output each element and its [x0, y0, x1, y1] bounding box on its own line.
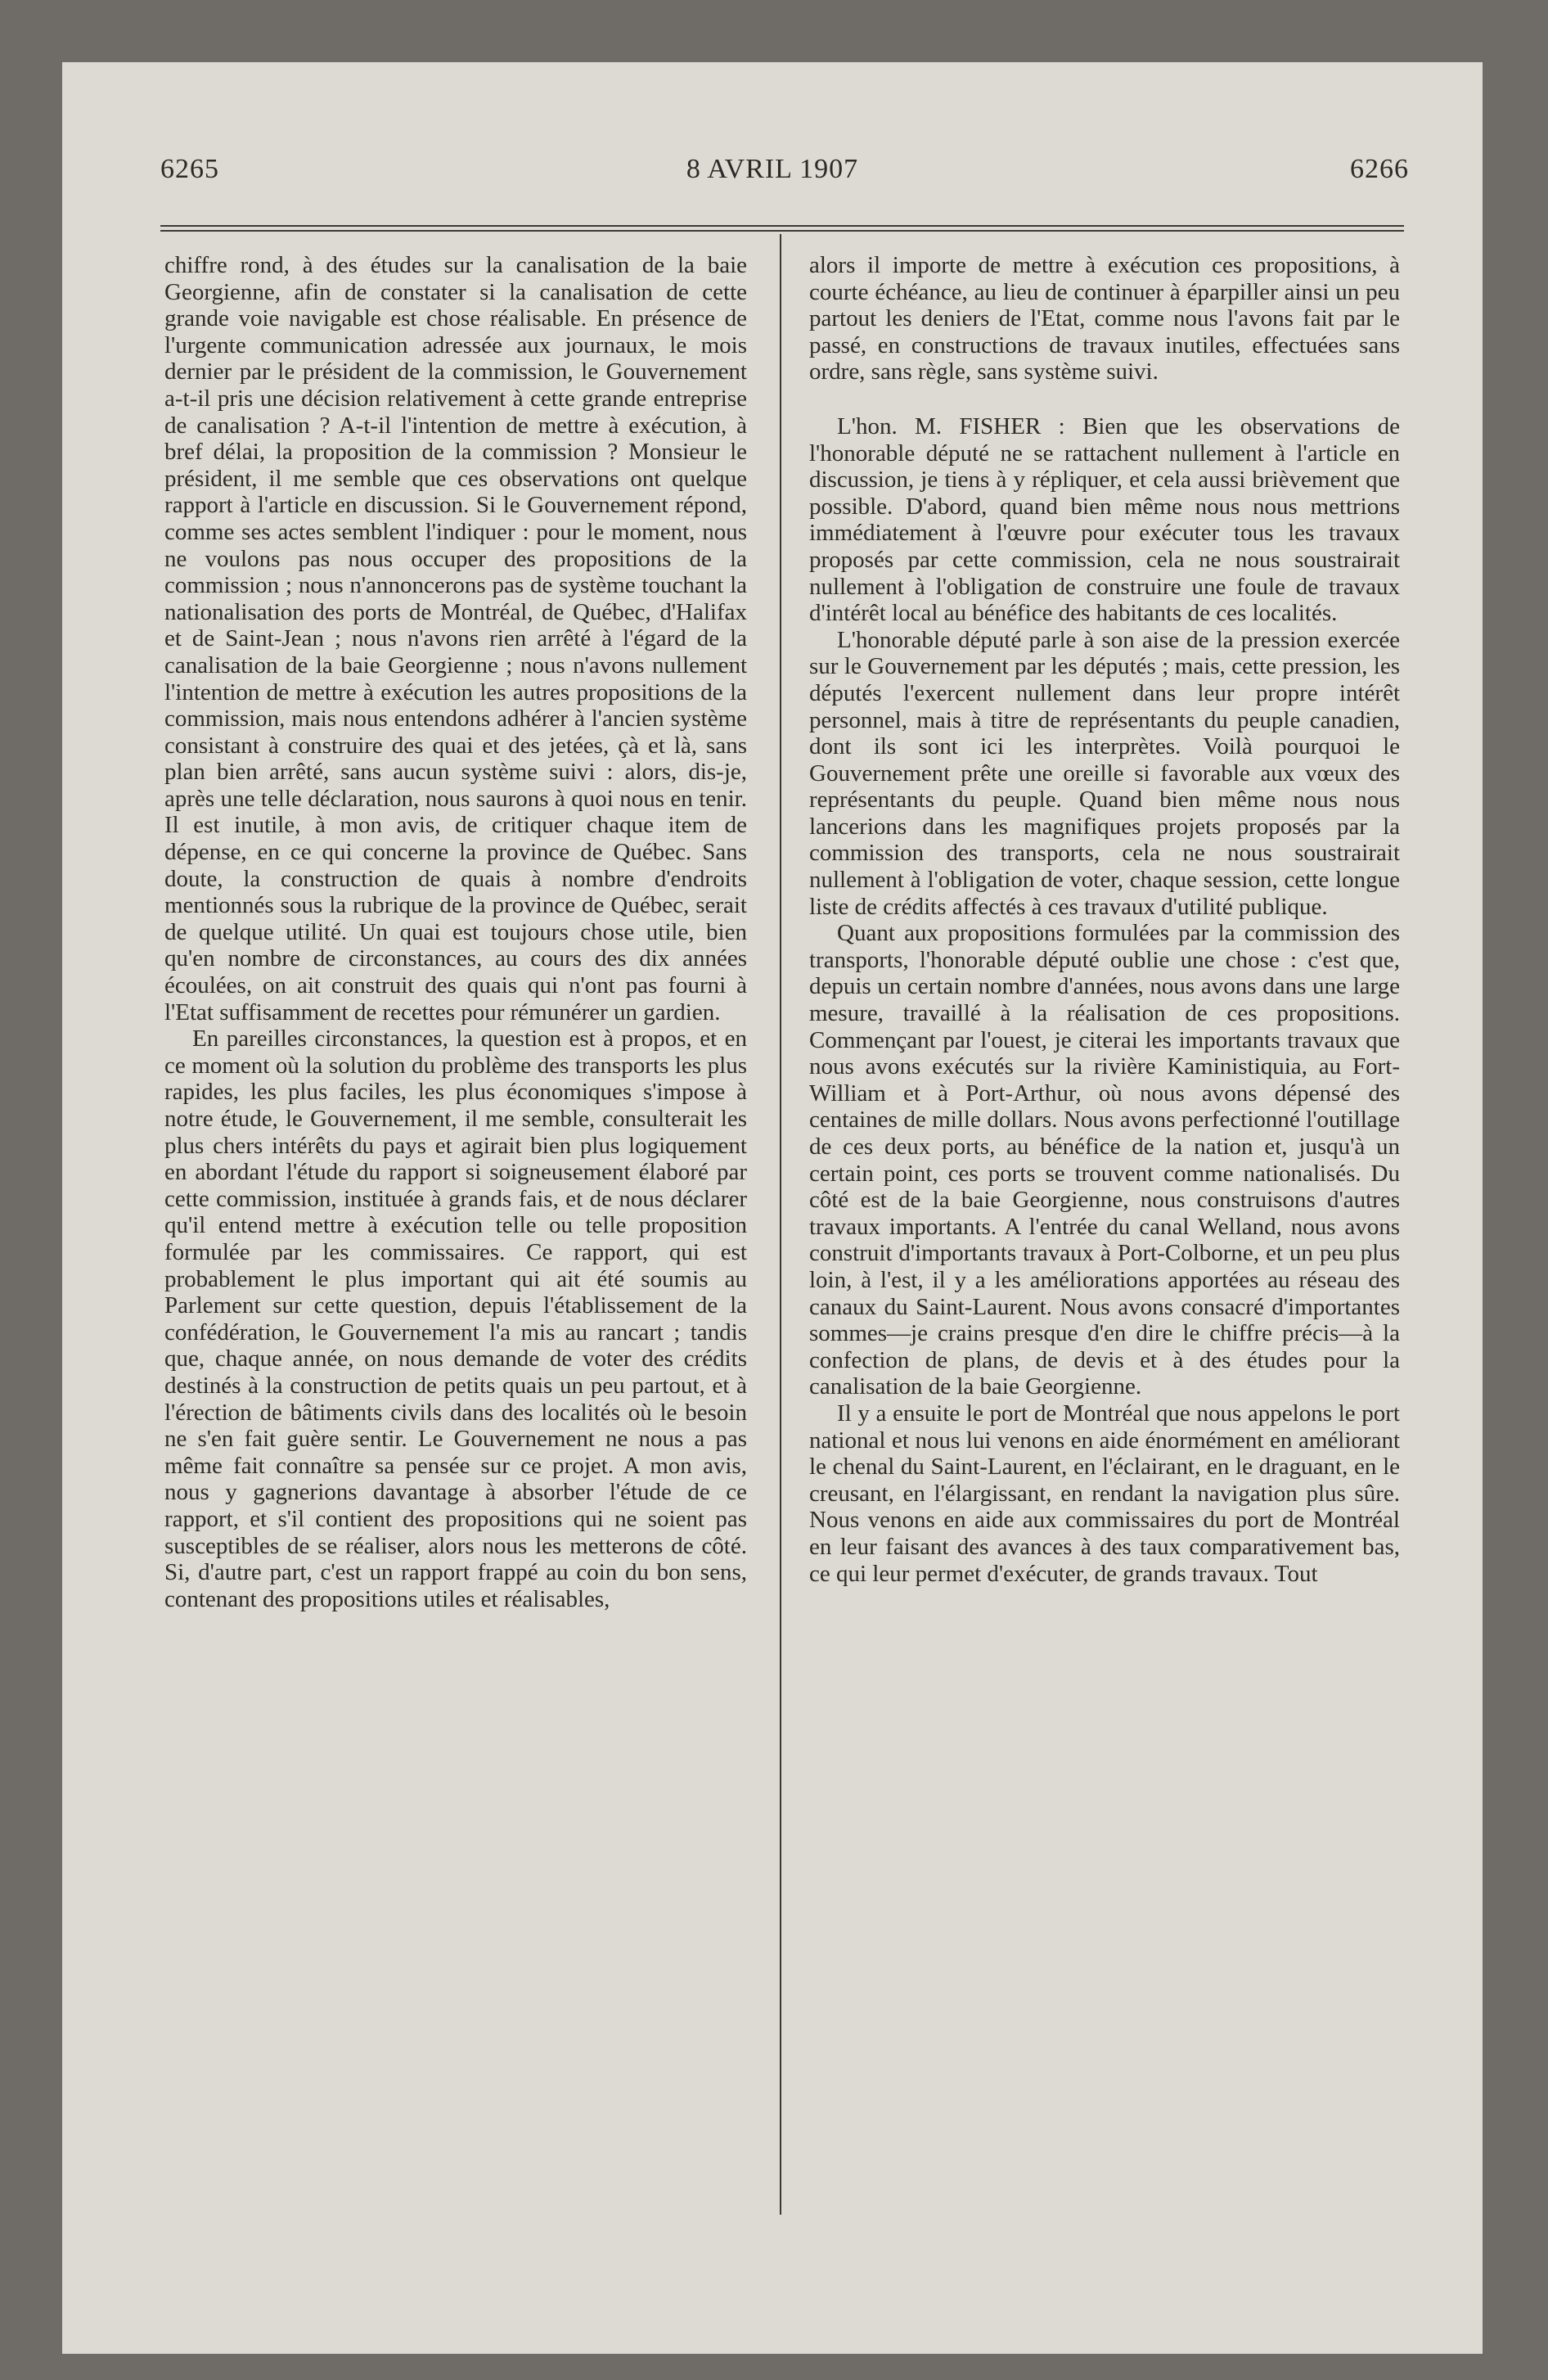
left-column — [164, 252, 747, 1612]
left-paragraph-1: chiffre rond, à des études sur la canalisation de la baie Georgienne, afin de constater si la canalisation de cette grande voie navigable est chose réalisable. En présence de l'urgente communication adressée aux journaux, le mois dernier par le président de la commission, le Gouvernement a-t-il pris une décision relativement à cette grande entreprise de canalisation ? A-t-il l'intention de mettre à exécution, à bref délai, la proposition de la commission ? Monsieur le président, il me semble que ces observations ont quelque rapport à l'article en discussion. Si le Gouvernement répond, comme ses actes semblent l'indiquer : pour le moment, nous ne voulons pas nous occuper des propositions de la commission ; nous n'annoncerons pas de système touchant la nationalisation des ports de Montréal, de Québec, d'Halifax et de Saint-Jean ; nous n'avons rien arrêté à l'égard de la canalisation de la baie Georgienne ; nous n'avons nullement l'intention de mettre à exécution les autres propositions de la commission, mais nous entendons adhérer à l'ancien système consistant à construire des quai et des jetées, çà et là, sans plan bien arrêté, sans aucun système suivi : alors, dis-je, après une telle déclaration, nous saurons à quoi nous en tenir. Il est inutile, à mon avis, de critiquer chaque item de dépense, en ce qui concerne la province de Québec. Sans doute, la construction de quais à nombre d'endroits mentionnés sous la rubrique de la province de Québec, serait de quelque utilité. Un quai est toujours chose utile, bien qu'en nombre de circonstances, au cours des dix années écoulées, on ait construit des quais qui n'ont pas fourni à l'Etat suffisamment de recettes pour rémunérer un gardien. — [164, 252, 747, 1025]
page-date-header: 8 AVRIL 1907 — [686, 154, 859, 184]
header-rule — [160, 225, 1404, 227]
document-page — [62, 62, 1483, 2354]
left-page-number: 6265 — [160, 154, 219, 184]
right-paragraph-1: alors il importe de mettre à exécution ces propositions, à courte échéance, au lieu de continuer à éparpiller ainsi un peu partout les deniers de l'Etat, comme nous l'avons fait par le passé, en constructions de travaux inutiles, effectuées sans ordre, sans règle, sans système suivi. — [809, 252, 1400, 385]
left-paragraph-2: En pareilles circonstances, la question est à propos, et en ce moment où la solution du problème des transports les plus rapides, les plus faciles, les plus économiques s'impose à notre étude, le Gouvernement, il me semble, consulterait les plus chers intérêts du pays et agirait bien plus logiquement en abordant l'étude du rapport si soigneusement élaboré par cette commission, instituée à grands fais, et de nous déclarer qu'il entend mettre à exécution telle ou telle proposition formulée par les commissaires. Ce rapport, qui est probablement le plus important qui ait été soumis au Parlement sur cette question, depuis l'établissement de la confédération, le Gouvernement l'a mis au rancart ; tandis que, chaque année, on nous demande de voter des crédits destinés à la construction de petits quais un peu partout, et à l'érection de bâtiments civils dans des localités où le besoin ne s'en fait guère sentir. Le Gouvernement ne nous a pas même fait connaître sa pensée sur ce projet. A mon avis, nous y gagnerions davantage à absorber l'étude de ce rapport, et s'il contient des propositions qui ne soient pas susceptibles de se réaliser, alors nous les metterons de côté. Si, d'autre part, c'est un rapport frappé au coin du bon sens, contenant des propositions utiles et réalisables, — [164, 1025, 747, 1612]
right-column — [809, 252, 1400, 1587]
column-divider — [780, 234, 781, 2215]
right-paragraph-4: Quant aux propositions formulées par la commission des transports, l'honorable député oublie une chose : c'est que, depuis un certain nombre d'années, nous avons dans une large mesure, travaillé à la réalisation de ces propositions. Commençant par l'ouest, je citerai les importants travaux que nous avons exécutés sur la rivière Kaministiquia, au Fort-William et à Port-Arthur, où nous avons dépensé des centaines de mille dollars. Nous avons perfectionné l'outillage de ces deux ports, au bénéfice de la nation et, jusqu'à un certain point, ces ports se trouvent comme nationalisés. Du côté est de la baie Georgienne, nous construisons d'autres travaux importants. A l'entrée du canal Welland, nous avons construit d'importants travaux à Port-Colborne, et un peu plus loin, à l'est, il y a les améliorations apportées au réseau des canaux du Saint-Laurent. Nous avons consacré d'importantes sommes—je crains presque d'en dire le chiffre précis—à la confection de plans, de devis et à des études pour la canalisation de la baie Georgienne. — [809, 920, 1400, 1400]
right-paragraph-3: L'honorable député parle à son aise de la pression exercée sur le Gouvernement par les députés ; mais, cette pression, les députés l'exercent nullement dans leur propre intérêt personnel, mais à titre de représentants du peuple canadien, dont ils sont ici les interprètes. Voilà pourquoi le Gouvernement prête une oreille si favorable aux vœux des représentants du peuple. Quand bien même nous nous lancerions dans les magnifiques projets proposés par la commission des transports, cela ne nous soustrairait nullement à l'obligation de voter, chaque session, cette longue liste de crédits affectés à ces travaux d'utilité publique. — [809, 626, 1400, 920]
right-page-number: 6266 — [1350, 154, 1409, 184]
header-rule-double — [160, 230, 1404, 232]
right-paragraph-5: Il y a ensuite le port de Montréal que nous appelons le port national et nous lui venons en aide énormément en améliorant le chenal du Saint-Laurent, en l'éclairant, en le draguant, en le creusant, en l'élargissant, en rendant la navigation plus sûre. Nous venons en aide aux commissaires du port de Montréal en leur faisant des avances à des taux comparativement bas, ce qui leur permet d'exécuter, de grands travaux. Tout — [809, 1400, 1400, 1587]
right-paragraph-2-fisher: L'hon. M. FISHER : Bien que les observations de l'honorable député ne se rattachent nullement à l'article en discussion, je tiens à y répliquer, et cela aussi brièvement que possible. D'abord, quand bien même nous nous mettrions immédiatement à l'œuvre pour exécuter tous les travaux proposés par cette commission, cela ne nous soustrairait nullement à l'obligation de construire une foule de travaux d'intérêt local au bénéfice des habitants de ces localités. — [809, 412, 1400, 627]
